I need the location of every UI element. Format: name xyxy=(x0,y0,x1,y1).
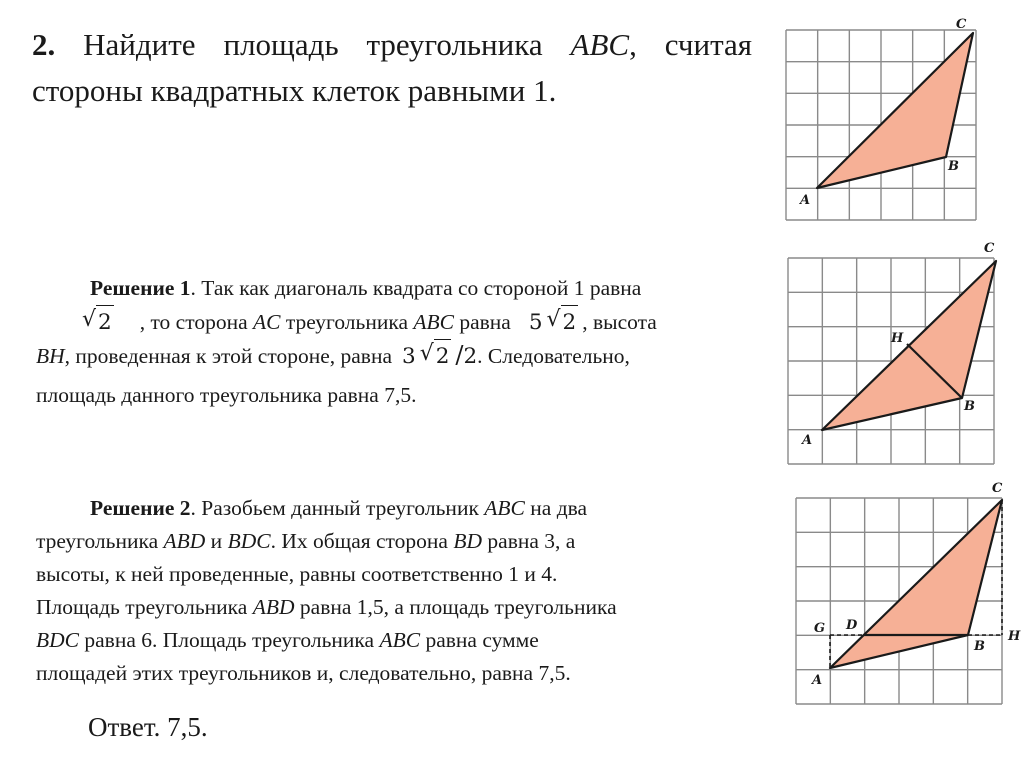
vertex-h-label: H xyxy=(891,331,904,346)
answer: Ответ. 7,5. xyxy=(88,712,208,742)
solution-2: Решение 2. Разобьем данный треугольник ABC на два треугольника ABD и BDC. Их общая сторона BD равна 3, а высоты, к ней проведенные, равны соответственно 1 и 4. Площадь треугольника ABD равна 1,5, а площадь треугольника BDC равна 6. Площадь треугольника ABC равна сумме площадей этих треугольников и, следовательно, равна 7,5. xyxy=(36,496,617,685)
figure-3-triangle-split xyxy=(796,481,1021,708)
vertex-a-label: A xyxy=(802,433,813,448)
vertex-a-label: A xyxy=(812,673,823,688)
vertex-d-label: D xyxy=(846,618,858,633)
figure-2-triangle-height xyxy=(788,241,996,466)
vertex-b-label: B xyxy=(974,639,985,654)
vertex-c-label: C xyxy=(984,241,995,256)
vertex-h-label: H xyxy=(1008,629,1021,644)
solution-2-label: Решение 2 xyxy=(90,496,191,520)
ac-length-formula: 5 √ 2 xyxy=(529,310,582,335)
sqrt-2-formula: √ 2 xyxy=(82,305,114,339)
vertex-b-label: B xyxy=(948,159,959,174)
solution-1-label: Решение 1 xyxy=(90,276,191,300)
solution-1: Решение 1. Так как диагональ квадрата со стороной 1 равна √ 2 , то сторона AC треугольника ABC равна 5 √ 2 , высота BH, проведенная к этой стороне, равна 3 √ 2 /2. Следовательно, площадь данного треугольника равна 7,5. xyxy=(36,276,657,407)
vertex-g-label: G xyxy=(814,621,826,636)
height-formula: 3 √ 2 /2 xyxy=(402,344,477,369)
vertex-c-label: C xyxy=(992,481,1003,496)
problem-number: 2. xyxy=(32,27,56,62)
vertex-c-label: C xyxy=(956,17,967,32)
figure-1-triangle-grid xyxy=(786,17,976,220)
vertex-b-label: B xyxy=(964,399,975,414)
problem-statement: 2. Найдите площадь треугольника ABC, считая стороны квадратных клеток равными 1. xyxy=(32,27,753,108)
vertex-a-label: A xyxy=(800,193,811,208)
